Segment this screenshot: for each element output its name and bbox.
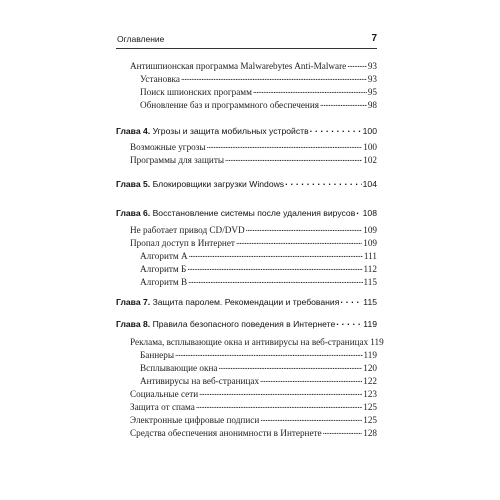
toc-chapter — [116, 124, 377, 137]
toc-entry — [130, 223, 377, 236]
toc-entry-title: Всплывающие окна — [140, 363, 218, 373]
dot-leader — [336, 317, 362, 327]
toc-entry-page: 122 — [363, 376, 377, 386]
toc-chapter — [116, 295, 377, 308]
chapter-title: Угрозы и защита мобильных устройств — [152, 126, 309, 136]
chapter-page: 115 — [363, 297, 377, 307]
toc-entry-title: Реклама, всплывающие окна и антивирусы на веб-страницах — [130, 337, 369, 347]
dot-leader — [246, 223, 363, 233]
toc-entry — [130, 59, 377, 72]
toc-entry-page: 100 — [363, 142, 377, 152]
toc-entry-title: Поиск шпионских программ — [140, 87, 252, 97]
toc-entry — [140, 98, 377, 111]
toc-entry — [130, 426, 377, 439]
toc-entry — [140, 348, 377, 361]
toc-entry-page: 125 — [363, 402, 377, 412]
dot-leader — [347, 59, 367, 69]
toc-entry-page: 102 — [363, 155, 377, 165]
chapter-prefix: Глава 6. — [116, 208, 151, 218]
dot-leader — [260, 374, 362, 384]
toc-entry-page: 109 — [363, 238, 377, 248]
toc-entry-title: Антивирусы на веб-страницах — [140, 376, 260, 386]
chapter-page: 119 — [363, 319, 377, 329]
toc-entry-title: Антишпионская программа Malwarebytes Anti-Malware — [130, 61, 347, 71]
toc-chapter — [116, 206, 377, 219]
chapter-title: Блокировщики загрузки Windows — [152, 179, 285, 189]
dot-leader — [356, 206, 361, 216]
chapter-title: Защита паролем. Рекомендации и требования — [152, 297, 340, 307]
toc-entry-page: 112 — [363, 264, 377, 274]
toc-entry-page: 128 — [363, 428, 377, 438]
toc-entry-title: Баннеры — [140, 350, 175, 360]
toc-entry-title: Алгоритм В — [140, 277, 188, 287]
dot-leader — [218, 361, 362, 371]
toc-entry-title: Алгоритм А — [140, 251, 188, 261]
chapter-title: Восстановление системы после удаления вирусов — [152, 208, 356, 218]
toc-entry-page: 98 — [367, 100, 377, 110]
toc-entry-page: 123 — [363, 389, 377, 399]
toc-entry — [130, 387, 377, 400]
toc-entry-title: Электронные цифровые подписи — [130, 415, 260, 425]
chapter-prefix: Глава 7. — [116, 297, 151, 307]
dot-leader — [340, 295, 362, 305]
toc-entry-title: Установка — [140, 74, 180, 84]
chapter-page: 100 — [362, 126, 377, 136]
dot-leader — [285, 177, 362, 187]
dot-leader — [320, 98, 367, 108]
toc-entry-title: Защита от спама — [130, 402, 195, 412]
chapter-prefix: Глава 8. — [116, 319, 151, 329]
toc-entry-page: 125 — [363, 415, 377, 425]
chapter-prefix: Глава 5. — [116, 179, 151, 189]
toc-entry-page: 119 — [363, 350, 377, 360]
toc-entry — [140, 72, 377, 85]
toc-entry — [140, 262, 377, 275]
toc-entry-page: 119 — [370, 337, 384, 347]
toc-entry-title: Средства обеспечения анонимности в Интернете — [130, 428, 322, 438]
toc-entry-page: 95 — [367, 87, 377, 97]
toc-entry-title: Алгоритм Б — [140, 264, 187, 274]
dot-leader — [310, 124, 362, 134]
dot-leader — [207, 140, 363, 150]
dot-leader — [323, 426, 363, 436]
dot-leader — [225, 153, 362, 163]
chapter-prefix: Глава 4. — [116, 126, 151, 136]
toc-entry — [130, 153, 377, 166]
dot-leader — [236, 236, 362, 246]
chapter-page: 108 — [362, 208, 377, 218]
toc-entry-page: 111 — [363, 251, 377, 261]
toc-entry-page: 93 — [367, 61, 377, 71]
page-number: 7 — [371, 33, 377, 44]
toc-entry-title: Программы для защиты — [130, 155, 225, 165]
toc-entry — [130, 140, 377, 153]
dot-leader — [199, 387, 362, 397]
chapter-page: 104 — [362, 179, 377, 189]
toc-chapter — [116, 177, 377, 190]
dot-leader — [187, 262, 362, 272]
toc-entry-title: Не работает привод CD/DVD — [130, 225, 245, 235]
toc-entry-page: 120 — [363, 363, 377, 373]
toc-chapter — [116, 317, 377, 330]
toc-entry — [140, 361, 377, 374]
dot-leader — [260, 413, 362, 423]
toc-entry-page: 93 — [367, 74, 377, 84]
chapter-title: Правила безопасного поведения в Интернете — [152, 319, 336, 329]
toc-entry — [140, 85, 377, 98]
dot-leader — [188, 275, 362, 285]
toc-entry-page: 109 — [363, 225, 377, 235]
toc-entry — [140, 249, 377, 262]
dot-leader — [175, 348, 363, 358]
toc-entry-page: 115 — [363, 277, 377, 287]
toc-entry-title: Социальные сети — [130, 389, 199, 399]
toc-entry — [140, 275, 377, 288]
toc-entry-title: Обновление баз и программного обеспечения — [140, 100, 319, 110]
dot-leader — [189, 249, 363, 259]
toc-entry — [140, 374, 377, 387]
running-title: Оглавление — [117, 34, 165, 44]
dot-leader — [253, 85, 367, 95]
dot-leader — [196, 400, 362, 410]
toc-entry — [130, 400, 377, 413]
toc-entry — [130, 413, 377, 426]
dot-leader — [181, 72, 367, 82]
toc-entry-title: Пропал доступ в Интернет — [130, 238, 235, 248]
toc-entry — [130, 236, 377, 249]
toc-entry-title: Возможные угрозы — [130, 142, 206, 152]
toc-entry — [130, 335, 384, 348]
